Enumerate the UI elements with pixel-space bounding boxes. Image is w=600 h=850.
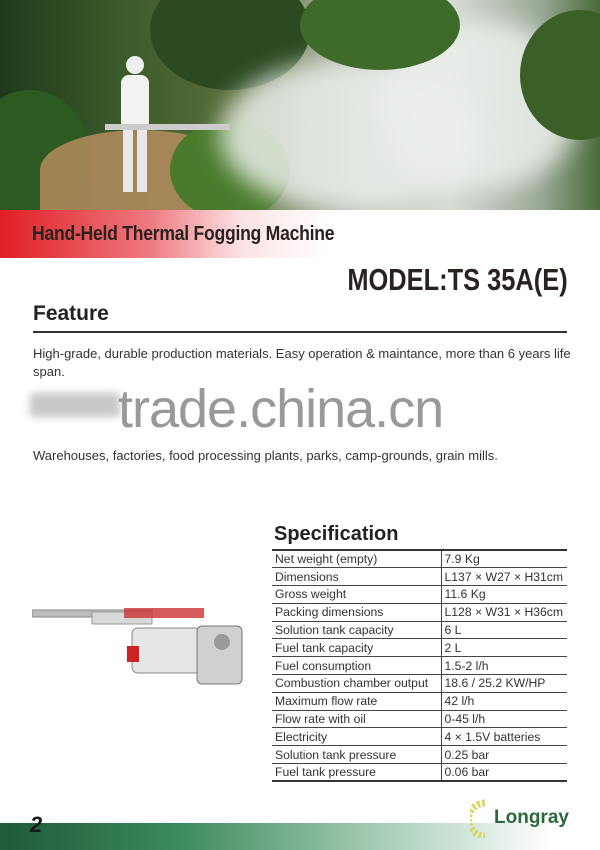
specification-table [272, 549, 567, 782]
spec-label: Net weight (empty) [272, 550, 441, 568]
specification-heading: Specification [274, 523, 399, 545]
hero-photo-fogging-in-forest [0, 0, 600, 210]
model-number: MODEL:TS 35A(E) [347, 262, 568, 297]
applications-text: Warehouses, factories, food processing plants, parks, camp-grounds, grain mills. [33, 448, 498, 463]
spec-value: L137 × W27 × H31cm [441, 568, 567, 586]
table-row [272, 568, 567, 586]
spec-value: 7.9 Kg [441, 550, 567, 568]
table-row [272, 550, 567, 568]
table-row [272, 603, 567, 621]
table-row [272, 692, 567, 710]
spec-value: 6 L [441, 621, 567, 639]
table-row [272, 675, 567, 693]
spec-value: 1.5-2 l/h [441, 657, 567, 675]
spec-label: Maximum flow rate [272, 692, 441, 710]
table-row [272, 764, 567, 782]
product-title: Hand-Held Thermal Fogging Machine [32, 223, 335, 245]
divider [33, 331, 567, 333]
table-row [272, 639, 567, 657]
table-row [272, 710, 567, 728]
page-number: 2 [30, 812, 43, 837]
spec-label: Fuel consumption [272, 657, 441, 675]
watermark: trade.china.cn [118, 379, 444, 439]
brand-logo [470, 798, 569, 838]
fogger-in-use [105, 118, 235, 138]
spec-label: Combustion chamber output [272, 675, 441, 693]
feature-heading: Feature [33, 302, 109, 325]
table-row [272, 657, 567, 675]
spec-value: 18.6 / 25.2 KW/HP [441, 675, 567, 693]
table-row [272, 621, 567, 639]
spec-value: 42 l/h [441, 692, 567, 710]
spec-label: Solution tank pressure [272, 746, 441, 764]
spec-value: 11.6 Kg [441, 586, 567, 604]
spec-label: Electricity [272, 728, 441, 746]
spec-label: Dimensions [272, 568, 441, 586]
fogging-machine-image [32, 598, 247, 693]
spec-value: 0-45 l/h [441, 710, 567, 728]
blurred-region [30, 393, 120, 417]
spec-value: 0.06 bar [441, 764, 567, 782]
feature-description: High-grade, durable production materials. Easy operation & maintance, more than 6 years life span. [33, 346, 571, 379]
spec-label: Flow rate with oil [272, 710, 441, 728]
spec-label: Fuel tank capacity [272, 639, 441, 657]
brand-name: Longray [494, 807, 569, 828]
table-row [272, 728, 567, 746]
spec-label: Gross weight [272, 586, 441, 604]
spec-value: L128 × W31 × H36cm [441, 603, 567, 621]
table-row [272, 746, 567, 764]
spec-label: Fuel tank pressure [272, 764, 441, 782]
spec-value: 4 × 1.5V batteries [441, 728, 567, 746]
spec-value: 2 L [441, 639, 567, 657]
spec-value: 0.25 bar [441, 746, 567, 764]
spec-label: Packing dimensions [272, 603, 441, 621]
spec-label: Solution tank capacity [272, 621, 441, 639]
table-row [272, 586, 567, 604]
